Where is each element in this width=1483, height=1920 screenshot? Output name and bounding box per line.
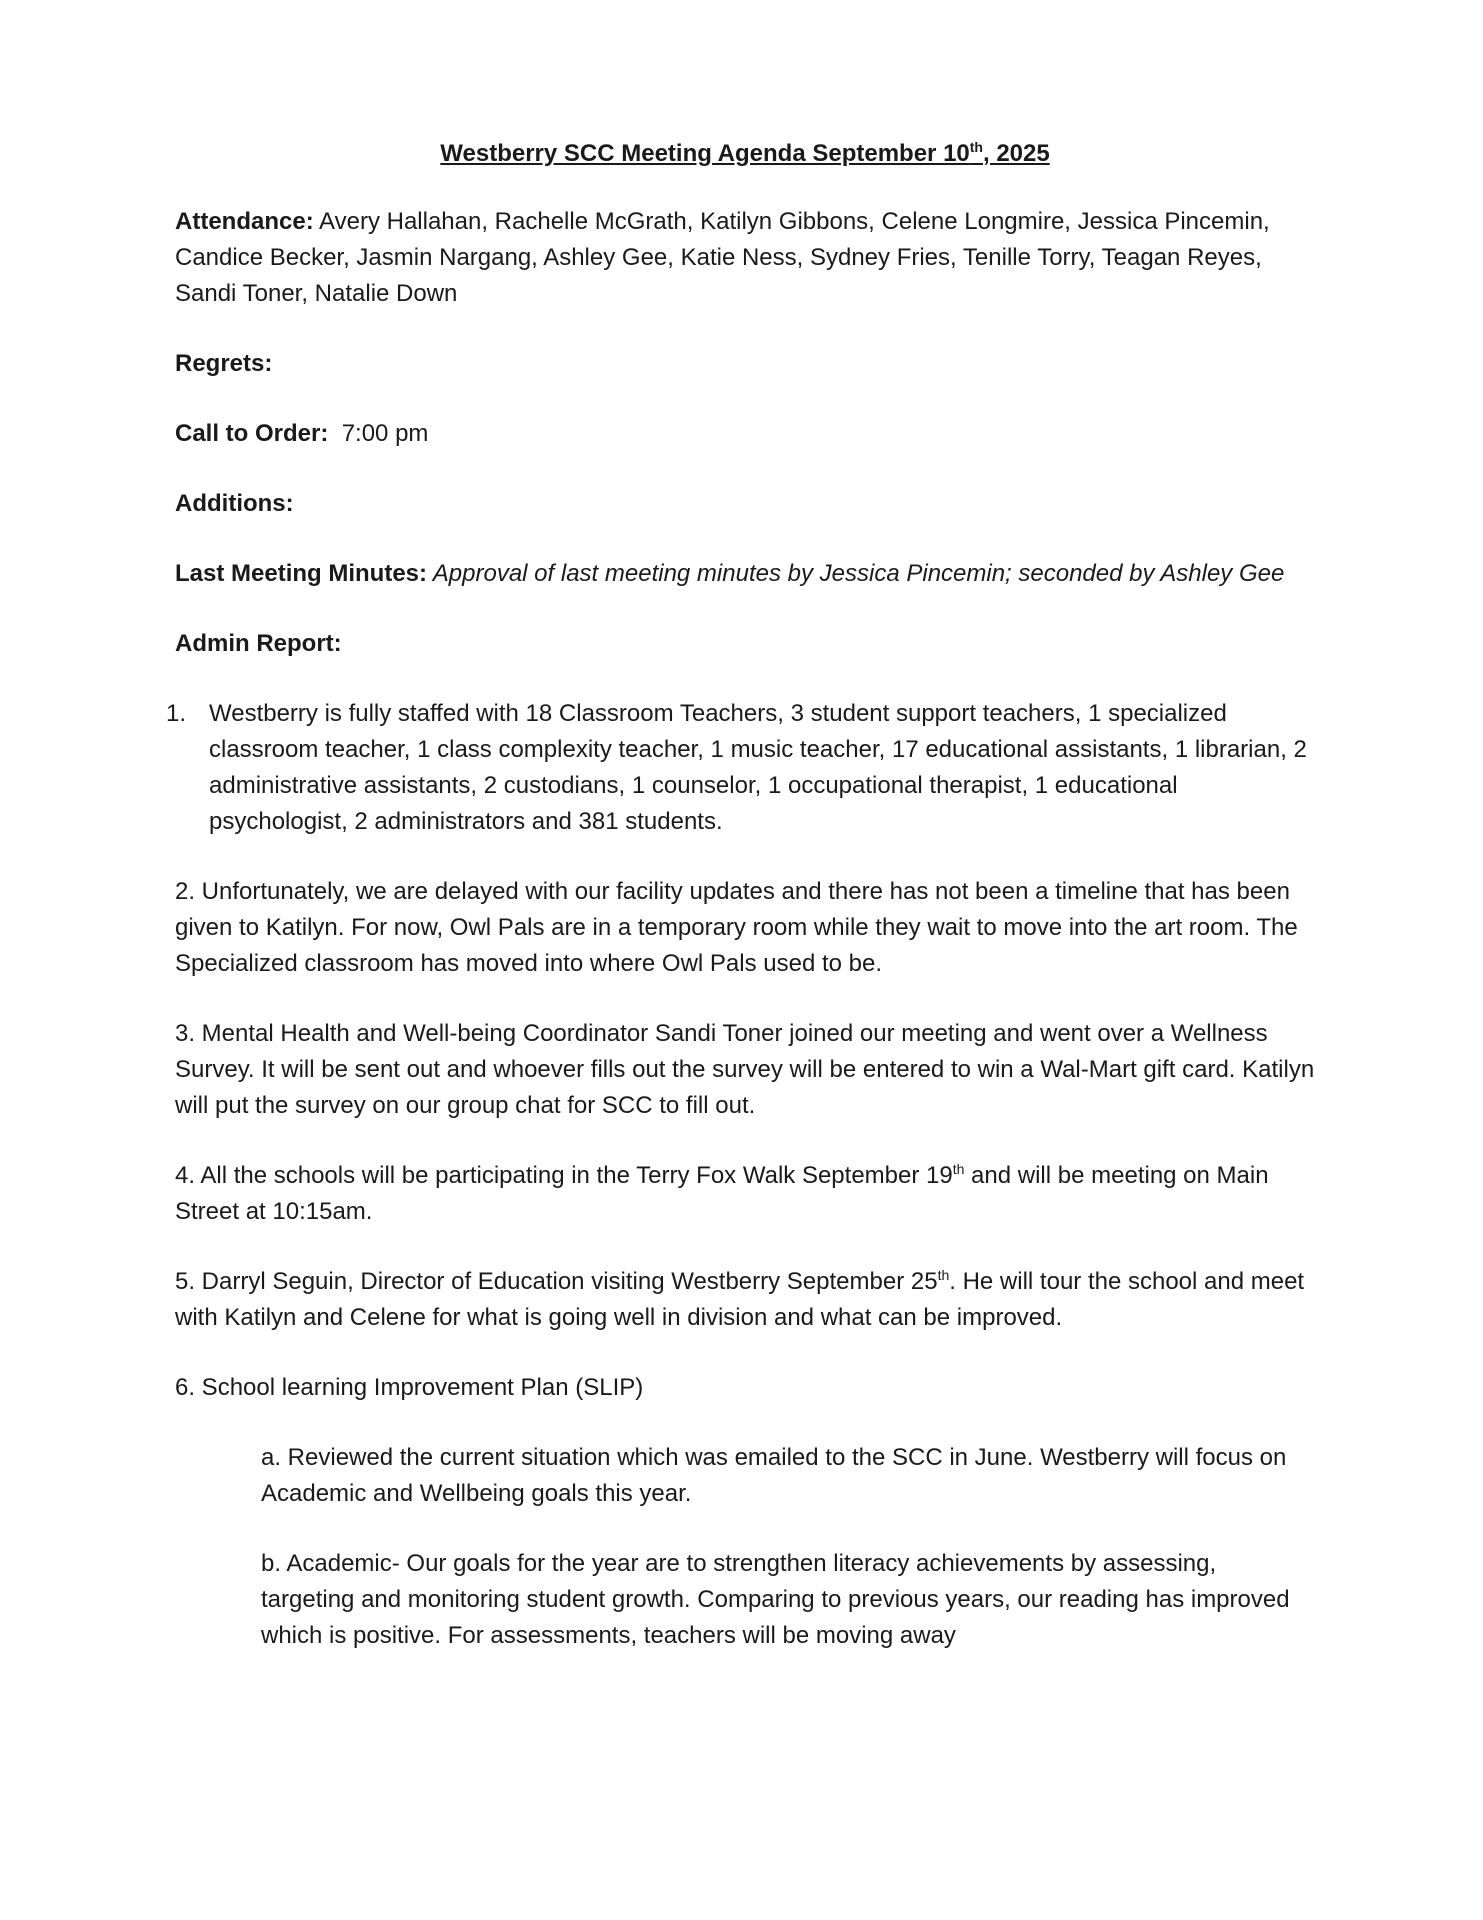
admin-item-1-text: Westberry is fully staffed with 18 Classroom Teachers, 3 student support teachers, 1 specialized classroom teacher, 1 class complexity teacher, 1 music teacher, 17 educational assistants, 1 librarian, 2 administrative assistants, 2 custodians, 1 counselor, 1 occupational therapist, 1 educational psychologist, 2 administrators and 381 students. <box>209 700 1307 835</box>
attendance-value: Avery Hallahan, Rachelle McGrath, Katilyn Gibbons, Celene Longmire, Jessica Pincemin, Candice Becker, Jasmin Nargang, Ashley Gee, Katie Ness, Sydney Fries, Tenille Torry, Teagan Reyes, Sandi Toner, Natalie Down <box>175 208 1270 307</box>
admin-item-6b: b. Academic- Our goals for the year are to strengthen literacy achievements by assessing, targeting and monitoring student growth. Comparing to previous years, our reading has improved which is positive. For assessments, teachers will be moving away <box>261 1550 1290 1649</box>
call-to-order-value: 7:00 pm <box>328 420 429 447</box>
call-to-order-section <box>175 416 1315 452</box>
admin-item-4-text-end: and will be meeting on Main Street at 10:15am. <box>175 1162 1269 1225</box>
admin-item-5-text-end: . He will tour the school and meet with Katilyn and Celene for what is going well in division and what can be improved. <box>175 1268 1305 1331</box>
regrets-section <box>175 346 1315 382</box>
admin-item-5-text: 5. Darryl Seguin, Director of Education visiting Westberry September 25 <box>175 1268 938 1295</box>
admin-item-4-text: 4. All the schools will be participating in the Terry Fox Walk September 19 <box>175 1162 953 1189</box>
title-text: Westberry SCC Meeting Agenda September 10 <box>440 140 970 167</box>
additions-section <box>175 486 1315 522</box>
admin-item-5-superscript: th <box>937 1267 950 1283</box>
admin-item-2: 2. Unfortunately, we are delayed with our facility updates and there has not been a timeline that has been given to Katilyn. For now, Owl Pals are in a temporary room while they wait to move into the art room. The Specialized classroom has moved into where Owl Pals used to be. <box>175 878 1298 977</box>
admin-item-1-number: 1. <box>166 700 187 727</box>
admin-item-3: 3. Mental Health and Well-being Coordinator Sandi Toner joined our meeting and went over a Wellness Survey. It will be sent out and whoever fills out the survey will be entered to win a Wal-Mart gift card. Katilyn will put the survey on our group chat for SCC to fill out. <box>175 1020 1315 1119</box>
last-minutes-label: Last Meeting Minutes: <box>175 560 428 587</box>
admin-item-4 <box>175 1158 1315 1230</box>
additions-label: Additions: <box>175 490 294 517</box>
title-superscript: th <box>969 139 983 155</box>
admin-item-6: 6. School learning Improvement Plan (SLIP) <box>175 1374 644 1401</box>
last-minutes-value: Approval of last meeting minutes by Jessica Pincemin; seconded by Ashley Gee <box>427 560 1285 587</box>
admin-item-5 <box>175 1264 1315 1336</box>
admin-report-heading: Admin Report: <box>175 630 342 657</box>
admin-item-4-superscript: th <box>952 1161 965 1177</box>
document-page <box>166 136 1315 1654</box>
call-to-order-label: Call to Order: <box>175 420 329 447</box>
regrets-label: Regrets: <box>175 350 273 377</box>
last-minutes-section <box>175 556 1315 592</box>
admin-item-1 <box>166 696 1315 840</box>
title-year: , 2025 <box>982 140 1050 167</box>
attendance-section <box>175 204 1315 312</box>
page-title <box>175 136 1315 172</box>
attendance-label: Attendance: <box>175 208 314 235</box>
admin-item-6a: a. Reviewed the current situation which was emailed to the SCC in June. Westberry will focus on Academic and Wellbeing goals this year. <box>261 1444 1287 1507</box>
